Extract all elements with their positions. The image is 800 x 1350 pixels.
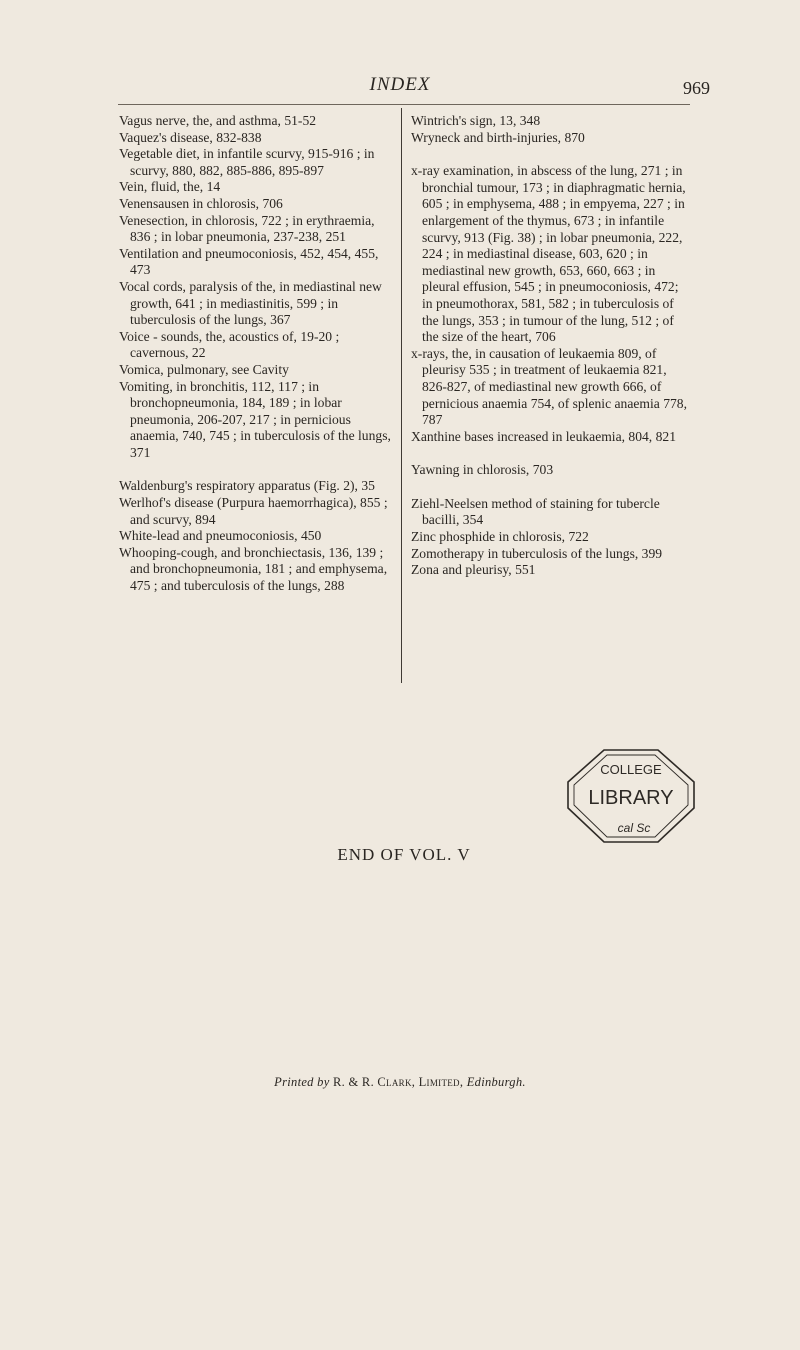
index-entry: Vomica, pulmonary, see Cavity xyxy=(119,361,289,377)
index-entry: Xanthine bases increased in leukaemia, 804, 821 xyxy=(411,428,676,444)
library-stamp xyxy=(566,748,696,844)
index-entry: Wintrich's sign, 13, 348 xyxy=(411,113,541,128)
index-entry: Wryneck and birth-injuries, 870 xyxy=(411,129,585,145)
stamp-top-text: COLLEGE xyxy=(600,762,662,777)
letter-group-gap xyxy=(411,445,689,462)
column-divider xyxy=(401,108,402,683)
imprint-place: Edinburgh. xyxy=(466,1075,526,1089)
header-rule xyxy=(118,104,690,105)
letter-group-gap xyxy=(411,479,689,496)
index-entry: Zomotherapy in tuberculosis of the lungs, 399 xyxy=(411,545,663,561)
index-column-right xyxy=(411,113,689,579)
index-entry: Vein, fluid, the, 14 xyxy=(119,179,221,195)
index-entry: x-ray examination, in abscess of the lung, 271 ; in bronchial tumour, 173 ; in diaphragmatic hernia, 605 ; in emphysema, 488 ; in empyema, 227 ; in enlargement of the thymus, 673 ; in infantile scurvy, 913 (Fig. 38) ; in lobar pneumonia, 222, 224 ; in mediastinal disease, 603, 620 ; in mediastinal new growth, 653, 660, 663 ; in pleural effusion, 545 ; in pneumoconiosis, 472; in pneumothorax, 581, 582 ; in tuberculosis of the lungs, 353 ; in tumour of the lung, 512 ; of the size of the heart, 706 xyxy=(411,163,686,345)
index-entry: Voice - sounds, the, acoustics of, 19-20 ; cavernous, 22 xyxy=(119,328,340,361)
stamp-bottom-text: cal Sc xyxy=(617,821,651,835)
index-entry: Yawning in chlorosis, 703 xyxy=(411,462,554,478)
page-title: INDEX xyxy=(369,74,431,95)
letter-group-gap xyxy=(411,146,689,163)
index-entry: Zona and pleurisy, 551 xyxy=(411,562,536,578)
index-entry: Venensausen in chlorosis, 706 xyxy=(119,195,283,211)
index-entry: Vomiting, in bronchitis, 112, 117 ; in bronchopneumonia, 184, 189 ; in lobar pneumonia, 206-207, 217 ; in pernicious anaemia, 740, 745 ; in tuberculosis of the lungs, 371 xyxy=(119,378,391,460)
index-entry: Vagus nerve, the, and asthma, 51-52 xyxy=(119,113,317,128)
index-entry: Venesection, in chlorosis, 722 ; in erythraemia, 836 ; in lobar pneumonia, 237-238, 251 xyxy=(119,212,375,245)
page-number: 969 xyxy=(683,78,710,98)
stamp-center-text: LIBRARY xyxy=(588,787,674,809)
index-entry: Zinc phosphide in chlorosis, 722 xyxy=(411,529,589,545)
index-entry: Ventilation and pneumoconiosis, 452, 454, 455, 473 xyxy=(119,245,379,278)
imprint-printed-by: Printed by xyxy=(274,1075,330,1089)
imprint-printer: R. & R. Clark, Limited, xyxy=(333,1075,464,1089)
index-entry: x-rays, the, in causation of leukaemia 809, of pleurisy 535 ; in treatment of leukaemia 821, 826-827, of mediastinal new growth 666, of pernicious anaemia 754, of splenic anaemia 778, 787 xyxy=(411,345,687,428)
printer-imprint xyxy=(0,1075,800,1090)
index-entry: Vocal cords, paralysis of the, in mediastinal new growth, 641 ; in mediastinitis, 599 ; in tuberculosis of the lungs, 367 xyxy=(119,278,382,328)
index-entry: Whooping-cough, and bronchiectasis, 136, 139 ; and bronchopneumonia, 181 ; and emphysema, 475 ; and tuberculosis of the lungs, 288 xyxy=(119,544,388,594)
index-column-left xyxy=(119,113,395,595)
index-entry: Vegetable diet, in infantile scurvy, 915-916 ; in scurvy, 880, 882, 885-886, 895-897 xyxy=(119,146,375,178)
letter-group-gap xyxy=(119,461,395,478)
end-of-volume: END OF VOL. V xyxy=(337,845,471,864)
index-entry: Waldenburg's respiratory apparatus (Fig. 2), 35 xyxy=(119,478,375,494)
index-entry: Vaquez's disease, 832-838 xyxy=(119,129,262,145)
index-entry: Werlhof's disease (Purpura haemorrhagica), 855 ; and scurvy, 894 xyxy=(119,495,388,527)
index-entry: Ziehl-Neelsen method of staining for tubercle bacilli, 354 xyxy=(411,495,660,528)
index-entry: White-lead and pneumoconiosis, 450 xyxy=(119,528,322,544)
